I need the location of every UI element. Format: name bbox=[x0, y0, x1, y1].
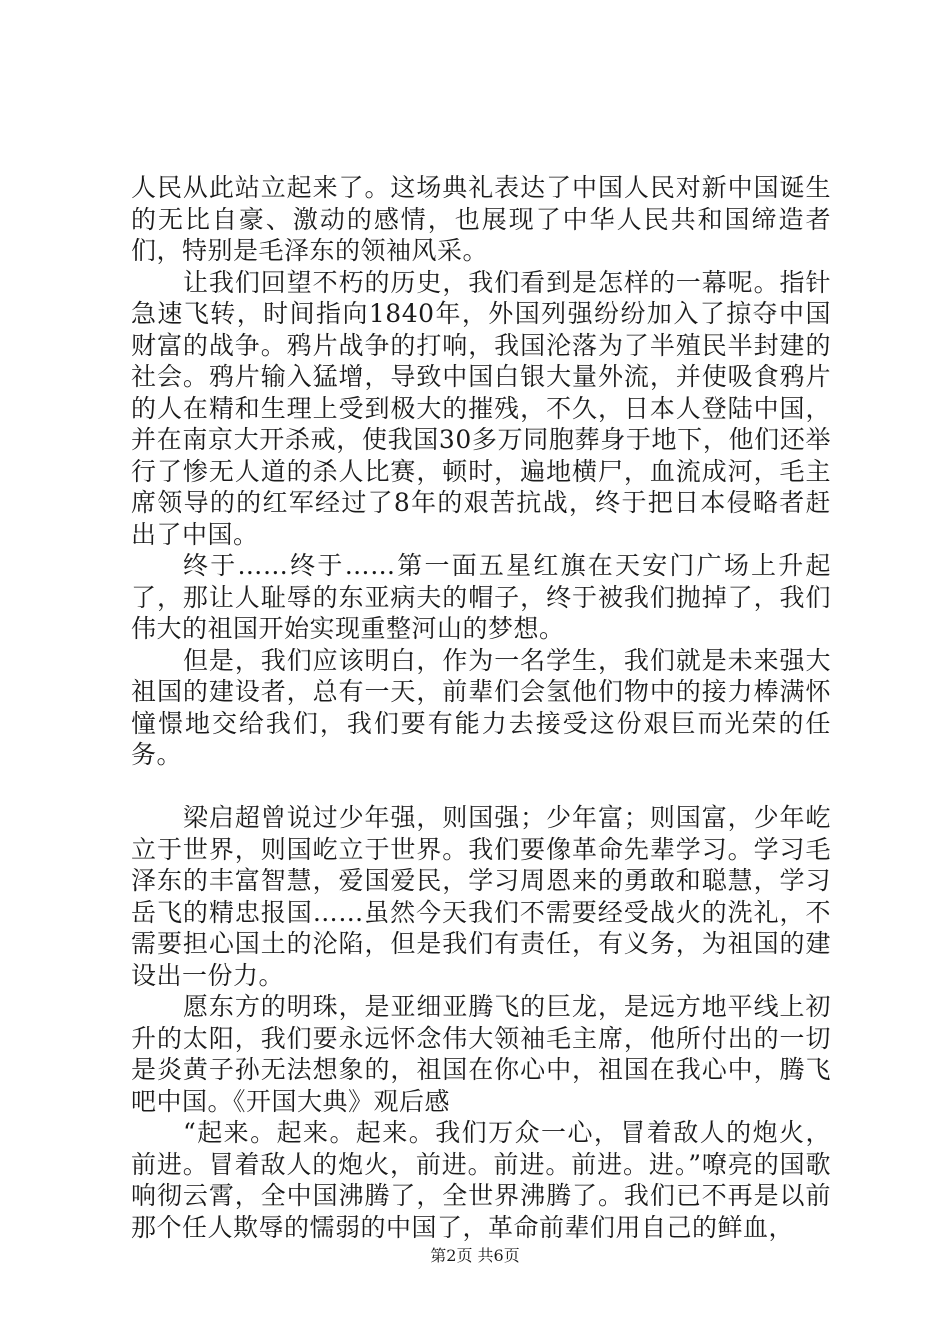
page-footer: 第2页 共6页 bbox=[430, 1246, 520, 1265]
paragraph: 梁启超曾说过少年强，则国强；少年富；则国富，少年屹立于世界，则国屹立于世界。我们要像革命先辈学习。学习毛泽东的丰富智慧，爱国爱民，学习周恩来的勇敢和聪慧，学习岳飞的精忠报国……虽然今天我们不需要经受战火的洗礼，不需要担心国土的沦陷，但是我们有责任，有义务，为祖国的建设出一份力。 bbox=[131, 803, 831, 990]
blank-line bbox=[131, 771, 831, 803]
document-body bbox=[131, 172, 831, 1243]
paragraph: 但是，我们应该明白，作为一名学生，我们就是未来强大祖国的建设者，总有一天，前辈们会氢他们物中的接力棒满怀憧憬地交给我们，我们要有能力去接受这份艰巨而光荣的任务。 bbox=[131, 645, 831, 769]
paragraph: 愿东方的明珠，是亚细亚腾飞的巨龙，是远方地平线上初升的太阳，我们要永远怀念伟大领袖毛主席，他所付出的一切是炎黄子孙无法想象的，祖国在你心中，祖国在我心中，腾飞吧中国。《开国大典》观后感 bbox=[131, 992, 831, 1116]
paragraph: “起来。起来。起来。我们万众一心，冒着敌人的炮火，前进。冒着敌人的炮火，前进。前进。前进。进。”嘹亮的国歌响彻云霄，全中国沸腾了，全世界沸腾了。我们已不再是以前那个任人欺辱的懦弱的中国了，革命前辈们用自己的鲜血， bbox=[131, 1118, 831, 1242]
paragraph: 人民从此站立起来了。这场典礼表达了中国人民对新中国诞生的无比自豪、激动的感情，也展现了中华人民共和国缔造者们，特别是毛泽东的领袖风采。 bbox=[131, 173, 831, 265]
paragraph: 终于……终于……第一面五星红旗在天安门广场上升起了，那让人耻辱的东亚病夫的帽子，终于被我们抛掉了，我们伟大的祖国开始实现重整河山的梦想。 bbox=[131, 551, 831, 643]
paragraph: 让我们回望不朽的历史，我们看到是怎样的一幕呢。指针急速飞转，时间指向1840年，外国列强纷纷加入了掠夺中国财富的战争。鸦片战争的打响，我国沦落为了半殖民半封建的社会。鸦片输入猛增，导致中国白银大量外流，并使吸食鸦片的人在精和生理上受到极大的摧残，不久，日本人登陆中国，并在南京大开杀戒，使我国30多万同胞葬身于地下，他们还举行了惨无人道的杀人比赛，顿时，遍地横尸，血流成河，毛主席领导的的红军经过了8年的艰苦抗战，终于把日本侵略者赶出了中国。 bbox=[131, 267, 831, 549]
